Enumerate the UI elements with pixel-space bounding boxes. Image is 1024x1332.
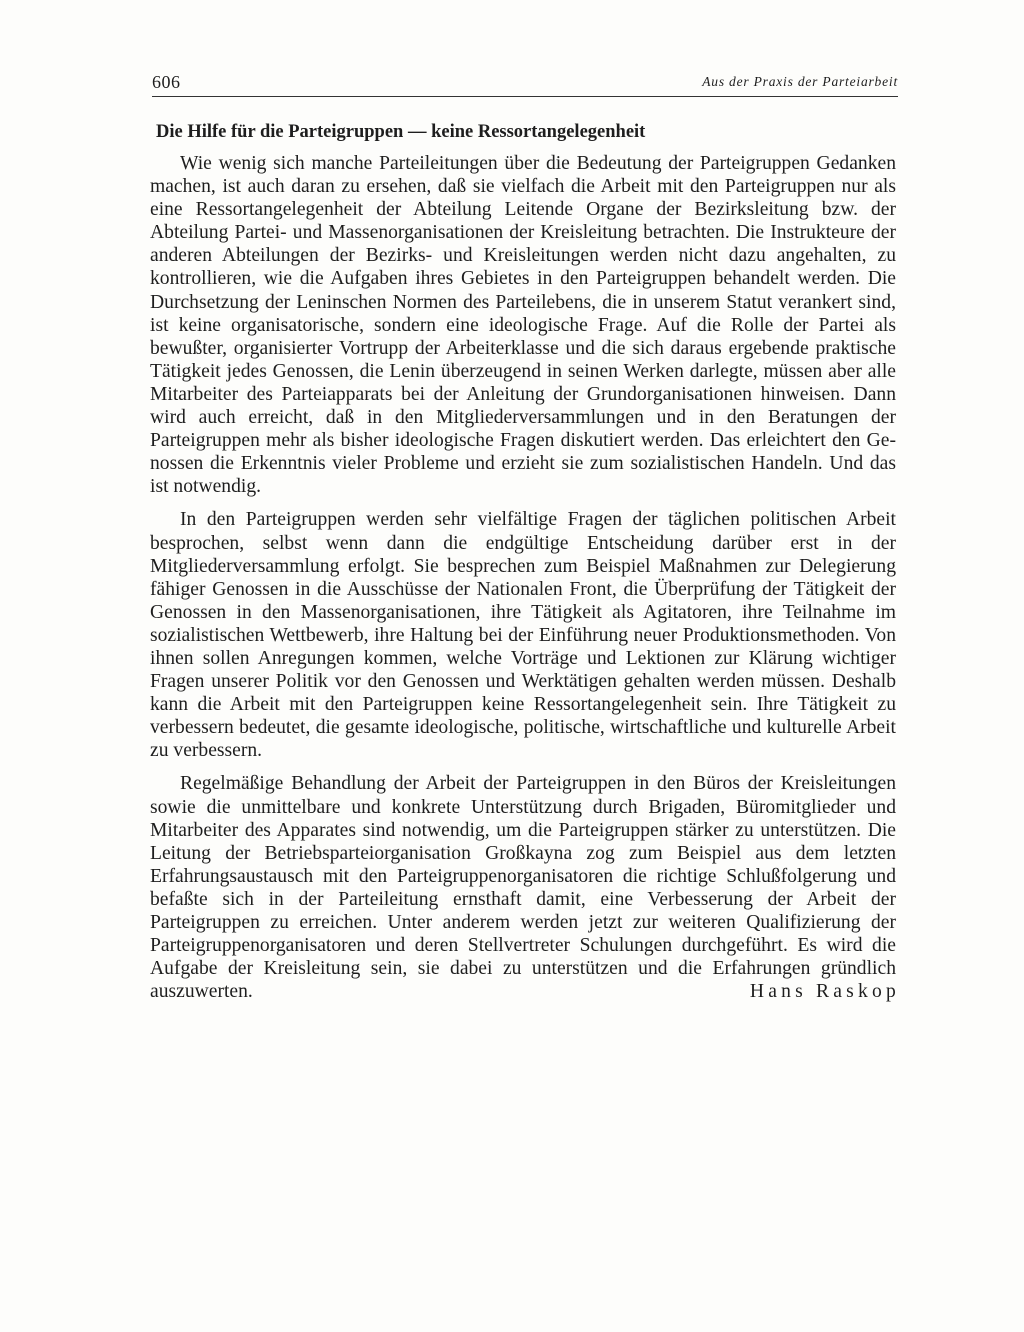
paragraph-2: In den Parteigruppen werden sehr vielfältige Fragen der täglichen politischen Arbeit besprochen, selbst wenn dann die endgültige Entscheidung darüber erst in der Mitgliederversammlung erfolgt. Sie besprechen zum Beispiel Maßnahmen zur Delegierung fähiger Genossen in die Ausschüsse der Nationalen Front, die Überprüfung der Tätigkeit der Genossen in den Massenorganisationen, ihre Tätigkeit als Agitatoren, ihre Teilnahme im sozialistischen Wettbewerb, ihre Haltung bei der Einführung neuer Produktionsmethoden. Von ihnen sollen Anregungen kommen, welche Vorträge und Lektionen zur Klärung wichtiger Fragen unserer Politik vor den Genossen und Werktätigen gehalten werden müssen. Deshalb kann die Arbeit mit den Parteigruppen keine Ressortangelegenheit sein. Ihre Tätigkeit zu verbessern bedeutet, die gesamte ideologische, politische, wirtschaftliche und kulturelle Arbeit zu verbessern. xyxy=(150,509,896,762)
article-author: Hans Raskop xyxy=(749,981,900,1003)
article-title: Die Hilfe für die Parteigruppen — keine Ressortangelegenheit xyxy=(156,122,646,142)
paragraph-3: Regelmäßige Behandlung der Arbeit der Parteigruppen in den Büros der Kreisleitungen sowie die unmittelbare und konkrete Unterstützung durch Brigaden, Büromitglieder und Mitarbeiter des Apparates sind notwendig, um die Parteigruppen stärker zu unterstützen. Die Leitung der Betriebsparteiorganisation Großkayna zog zum Beispiel aus dem letzten Erfahrungsaustausch mit den Parteigruppenorganisatoren die richtige Schlußfolgerung und befaßte sich in der Parteileitung ernsthaft damit, eine Verbesserung der Arbeit der Parteigruppen zu erreichen. Unter anderem werden jetzt zur weiteren Qualifizierung der Parteigruppenorganisatoren und deren Stellvertreter Schulungen durchgeführt. Es wird die Aufgabe der Kreisleitung sein, sie dabei zu unterstützen und die Erfahrungen gründlich auszuwerten. xyxy=(150,773,896,1003)
running-header xyxy=(152,72,898,97)
page-number: 606 xyxy=(152,72,181,92)
author-line xyxy=(150,980,900,1003)
paragraph-1: Wie wenig sich manche Parteileitungen über die Bedeutung der Parteigruppen Gedanken machen, ist auch daran zu ersehen, daß sie vielfach die Arbeit mit den Parteigruppen nur als eine Ressortangelegenheit der Abteilung Leitende Organe der Bezirksleitung bzw. der Abteilung Partei- und Massenorganisationen der Kreisleitung betrachten. Die Instrukteure der anderen Abteilungen der Bezirks- und Kreisleitungen werden nicht dazu angehalten, zu kontrollieren, wie die Aufgaben ihres Gebietes in den Parteigruppen behandelt werden. Die Durchsetzung der Leninschen Normen des Parteilebens, die in unserem Statut verankert sind, ist keine organisatorische, sondern eine ideologische Frage. Auf die Rolle der Partei als bewußter, organisierter Vortrupp der Arbeiterklasse und die sich daraus ergebende praktische Tätigkeit jedes Genossen, die Lenin überzeugend in seinen Werken darlegte, müssen aber alle Mitarbeiter des Parteiapparats bei der Anleitung der Grundorganisationen hinweisen. Dann wird auch erreicht, daß in den Mitgliederversammlungen und in den Beratungen der Parteigruppen mehr als bisher ideologische Fragen diskutiert werden. Das erleichtert den Genossen die Erkenntnis vieler Probleme und erzieht sie zum sozialistischen Handeln. Und das ist notwendig. xyxy=(150,153,896,498)
article-body xyxy=(150,152,900,1003)
running-section-title: Aus der Praxis der Parteiarbeit xyxy=(702,74,898,89)
